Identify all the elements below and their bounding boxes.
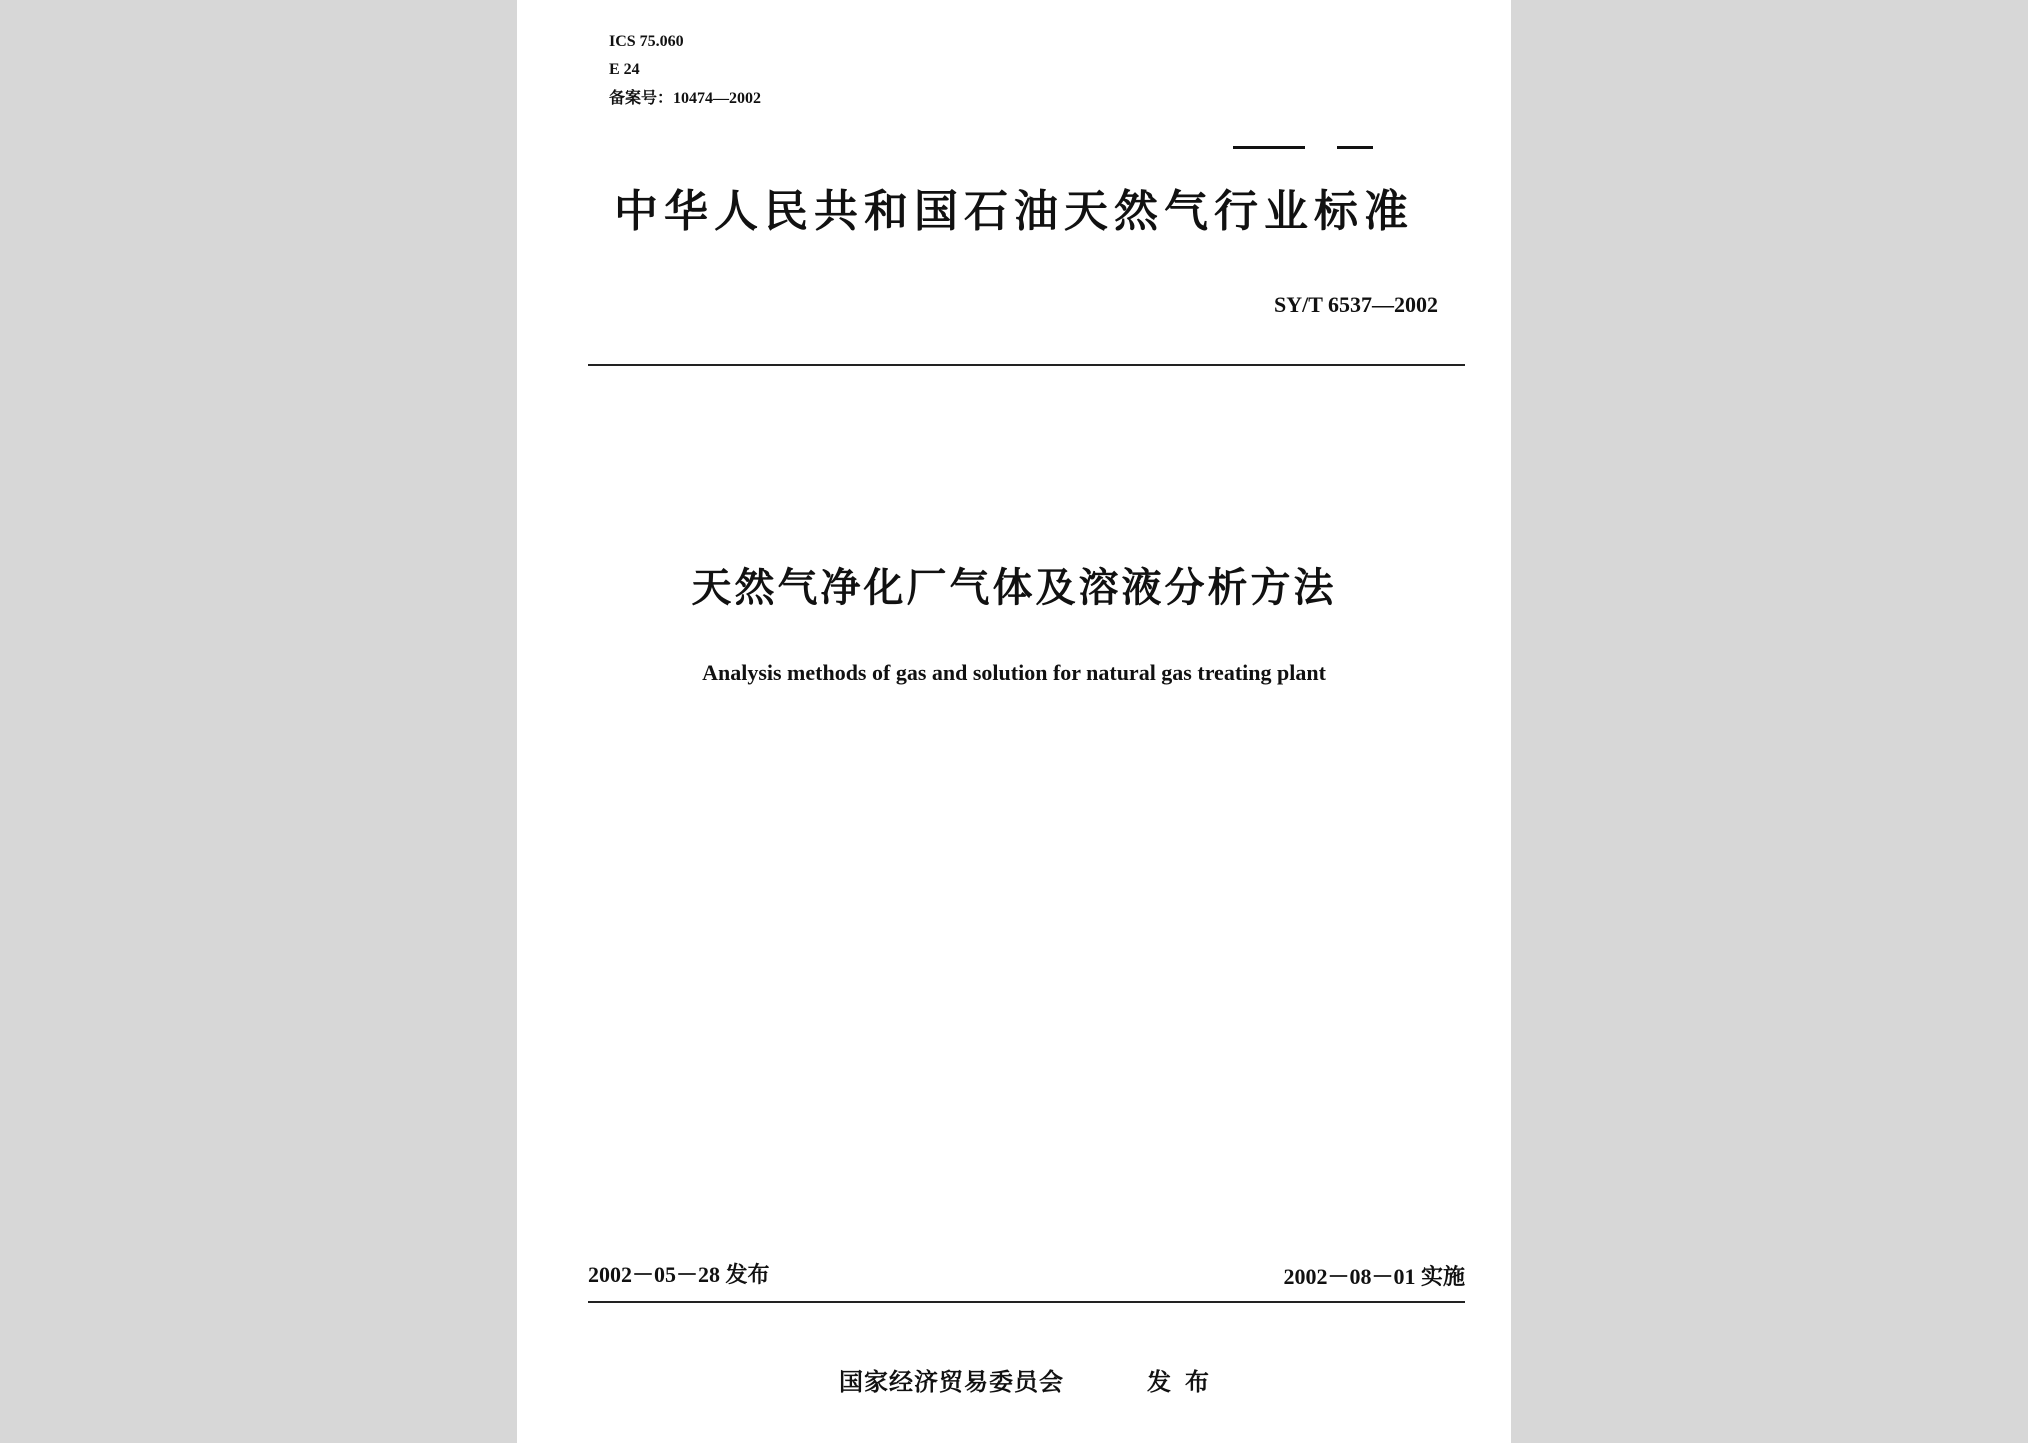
record-number: 备案号：10474—2002 xyxy=(609,90,762,107)
header-marks xyxy=(1233,146,1373,150)
document-title-cn: 天然气净化厂气体及溶液分析方法 xyxy=(691,565,1337,611)
standard-code: SY/T 6537—2002 xyxy=(1273,292,1438,317)
header-mark-short xyxy=(1337,146,1373,149)
document-page xyxy=(517,0,1511,1443)
footer-divider xyxy=(588,1301,1465,1303)
industry-standard-title: 中华人民共和国石油天然气行业标准 xyxy=(614,186,1414,237)
classification-code: E 24 xyxy=(609,61,640,78)
header-mark-long xyxy=(1233,146,1305,149)
publisher-name: 国家经济贸易委员会 xyxy=(839,1368,1064,1396)
effective-date: 2002－08－01 实施 xyxy=(1283,1264,1465,1289)
header-divider xyxy=(588,364,1465,366)
publish-label: 发布 xyxy=(1147,1368,1223,1396)
ics-code: ICS 75.060 xyxy=(609,33,684,50)
issue-date: 2002－05－28 发布 xyxy=(588,1262,770,1287)
document-title-en: Analysis methods of gas and solution for natural gas treating plant xyxy=(702,660,1326,685)
